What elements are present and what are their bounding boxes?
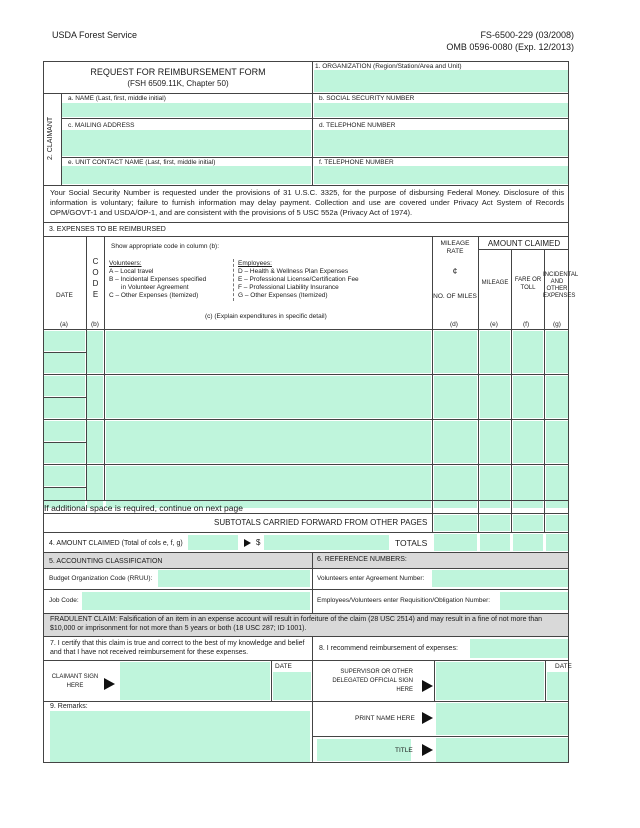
emp-code-e: E – Professional License/Certification Fee [238,276,359,283]
fare-label: FARE OR TOLL [514,277,542,291]
incidental-field[interactable] [546,466,568,508]
employees-heading: Employees: [238,260,272,267]
amount-total-field[interactable] [188,535,238,550]
job-code-label: Job Code: [49,597,79,604]
mailing-field[interactable] [62,130,311,156]
privacy-statement: Your Social Security Number is requested under the provisions of 31 U.S.C. 3325, for the purpose of disbursing Federal Money. Disclosure of this information is voluntary; failure to furnish information may delay payment. Collection and use are covered under Privacy Act System of Records OPM/GOVT-1 and USDA/OP-1, and are consistent with the provisions of 5 USC 552a (Privacy Act of 1974). [50,188,564,217]
mailing-label: c. MAILING ADDRESS [68,122,135,129]
print-name-arrow-icon [422,712,433,724]
emp-code-f: F – Professional Liability Insurance [238,284,339,291]
miles-label: NO. OF MILES [433,293,477,300]
emp-code-g: G – Other Expenses (Itemized) [238,292,328,299]
expenses-heading: 3. EXPENSES TO BE REIMBURSED [49,226,166,233]
unit-contact-label: e. UNIT CONTACT NAME (Last, first, middle initial) [68,159,216,166]
vol-code-c: C – Other Expenses (Itemized) [109,292,199,299]
fare-field[interactable] [513,421,543,463]
miles-field[interactable] [434,331,477,373]
miles-field[interactable] [434,376,477,418]
telephone-f-label: f. TELEPHONE NUMBER [319,159,394,166]
volunteer-agreement-field[interactable] [432,570,568,587]
claimant-side-label: 2. CLAIMANT [47,116,54,160]
telephone-d-field[interactable] [314,130,568,156]
form-number: FS-6500-229 (03/2008) [480,30,574,40]
subtotal-incidental[interactable] [546,515,568,531]
budget-org-field[interactable] [158,570,310,587]
remarks-field[interactable] [50,711,310,762]
dollar-sign: $ [256,538,261,547]
explanation-field[interactable] [106,421,431,463]
fare-field[interactable] [513,466,543,508]
requisition-field[interactable] [500,592,568,610]
requisition-label: Employees/Volunteers enter Requisition/Obligation Number: [317,597,491,604]
supervisor-date-label: DATE [555,663,572,670]
vol-code-a: A – Local travel [109,268,154,275]
claimant-signature-field[interactable] [120,662,270,700]
mileage-field[interactable] [480,331,510,373]
subtotal-fare[interactable] [513,515,543,531]
additional-space-note: If additional space is required, continue on next page [44,503,243,513]
incidental-label: INCIDENTAL AND OTHER EXPENSES [543,272,579,299]
volunteers-heading: Volunteers: [109,260,142,267]
form-title: REQUEST FOR REIMBURSEMENT FORM [90,67,266,77]
supervisor-signature-field[interactable] [436,662,544,700]
volunteer-agreement-label: Volunteers enter Agreement Number: [317,575,425,582]
arrow-icon [244,539,251,547]
code-field[interactable] [87,331,103,373]
supervisor-sign-label: SUPERVISOR OR OTHER DELEGATED OFFICIAL SIGN HERE [332,669,413,693]
col-f: (f) [523,321,530,328]
totals-label: TOTALS [395,538,428,548]
title-field[interactable] [436,738,568,762]
omb-number: OMB 0596-0080 (Exp. 12/2013) [446,42,574,52]
code-col-label: C O D E [92,257,99,299]
amount-claimed-label: AMOUNT CLAIMED [487,239,561,248]
vol-code-b: B – Incidental Expenses specified [109,276,207,283]
explanation-field[interactable] [106,466,431,508]
date-field[interactable] [44,353,85,373]
agency-name: USDA Forest Service [52,30,138,40]
amount-total-label: 4. AMOUNT CLAIMED (Total of cols e, f, g) [49,540,183,547]
claimant-sign-label: CLAIMANT SIGN HERE [51,674,99,689]
organization-field[interactable] [314,70,568,92]
col-g: (g) [553,321,561,328]
job-code-field[interactable] [82,592,310,610]
col-a: (a) [60,321,68,328]
col-d: (d) [450,321,458,328]
organization-label: 1. ORGANIZATION (Region/Station/Area and Unit) [315,63,462,70]
date-field[interactable] [44,398,85,418]
date-field[interactable] [44,376,85,396]
unit-contact-field[interactable] [62,166,311,184]
date-field[interactable] [44,443,85,463]
emp-code-d: D – Health & Wellness Plan Expenses [238,268,349,275]
mileage-field[interactable] [480,421,510,463]
amount-dollar-field[interactable] [264,535,389,550]
total-fare[interactable] [513,534,543,551]
name-field[interactable] [62,103,311,117]
title-label: TITLE [395,747,413,754]
incidental-field[interactable] [546,421,568,463]
date-field[interactable] [44,421,85,441]
print-name-label: PRINT NAME HERE [355,715,415,722]
cent-symbol: ¢ [452,267,458,276]
recommend-label: 8. I recommend reimbursement of expenses: [319,645,458,652]
mileage-label: MILEAGE [481,280,509,286]
subtotal-miles[interactable] [434,515,477,531]
total-mileage[interactable] [480,534,510,551]
incidental-field[interactable] [546,376,568,418]
explanation-field[interactable] [106,376,431,418]
date-col-label: DATE [56,292,73,299]
supervisor-date-field[interactable] [547,672,568,700]
claimant-date-label: DATE [275,663,292,670]
ssn-label: b. SOCIAL SECURITY NUMBER [319,95,415,102]
total-miles[interactable] [434,534,477,551]
recommend-field[interactable] [470,639,568,658]
mileage-rate-label: MILEAGE RATE [440,240,470,255]
print-name-field[interactable] [436,703,568,735]
date-field[interactable] [44,331,85,351]
code-field[interactable] [87,376,103,418]
fraud-warning: FRADULENT CLAIM: Falsification of an item in an expense account will result in forfeiture of the claim (28 USC 2514) and may result in a fine of not more than $10,000 or imprisonment for not more than 5 years or both (18 USC 287; ID 1001). [50,616,543,632]
claimant-date-field[interactable] [273,672,311,700]
col-e: (e) [490,321,498,328]
name-label: a. NAME (Last, first, middle initial) [68,95,166,102]
ssn-field[interactable] [314,103,568,117]
supervisor-arrow-icon [422,680,433,692]
title-arrow-icon [422,744,433,756]
subtotal-mileage[interactable] [480,515,510,531]
remarks-label: 9. Remarks: [50,703,88,710]
code-field[interactable] [87,466,103,508]
miles-field[interactable] [434,466,477,508]
total-incidental[interactable] [546,534,568,551]
code-field[interactable] [87,421,103,463]
telephone-d-label: d. TELEPHONE NUMBER [319,122,396,129]
telephone-f-field[interactable] [314,166,568,184]
fare-field[interactable] [513,376,543,418]
budget-org-label: Budget Organization Code (RRUU): [49,575,153,582]
mileage-field[interactable] [480,466,510,508]
show-code-label: Show appropriate code in column (b): [111,243,220,250]
form-subtitle: (FSH 6509.11K, Chapter 50) [127,79,229,88]
claimant-arrow-icon [104,678,115,690]
certify-statement: 7. I certify that this claim is true and correct to the best of my knowledge and belief and that I have not received reimbursement for these expenses. [50,640,305,656]
mileage-field[interactable] [480,376,510,418]
reference-label: 6. REFERENCE NUMBERS: [317,556,407,563]
incidental-field[interactable] [546,331,568,373]
col-b: (b) [91,321,99,328]
subtotals-label: SUBTOTALS CARRIED FORWARD FROM OTHER PAGES [214,518,428,527]
explain-label: (c) (Explain expenditures in specific detail) [205,313,327,320]
fare-field[interactable] [513,331,543,373]
explanation-field[interactable] [106,331,431,373]
vol-code-b-cont: in Volunteer Agreement [121,284,189,291]
miles-field[interactable] [434,421,477,463]
date-field[interactable] [44,466,85,486]
accounting-label: 5. ACCOUNTING CLASSIFICATION [49,558,163,565]
